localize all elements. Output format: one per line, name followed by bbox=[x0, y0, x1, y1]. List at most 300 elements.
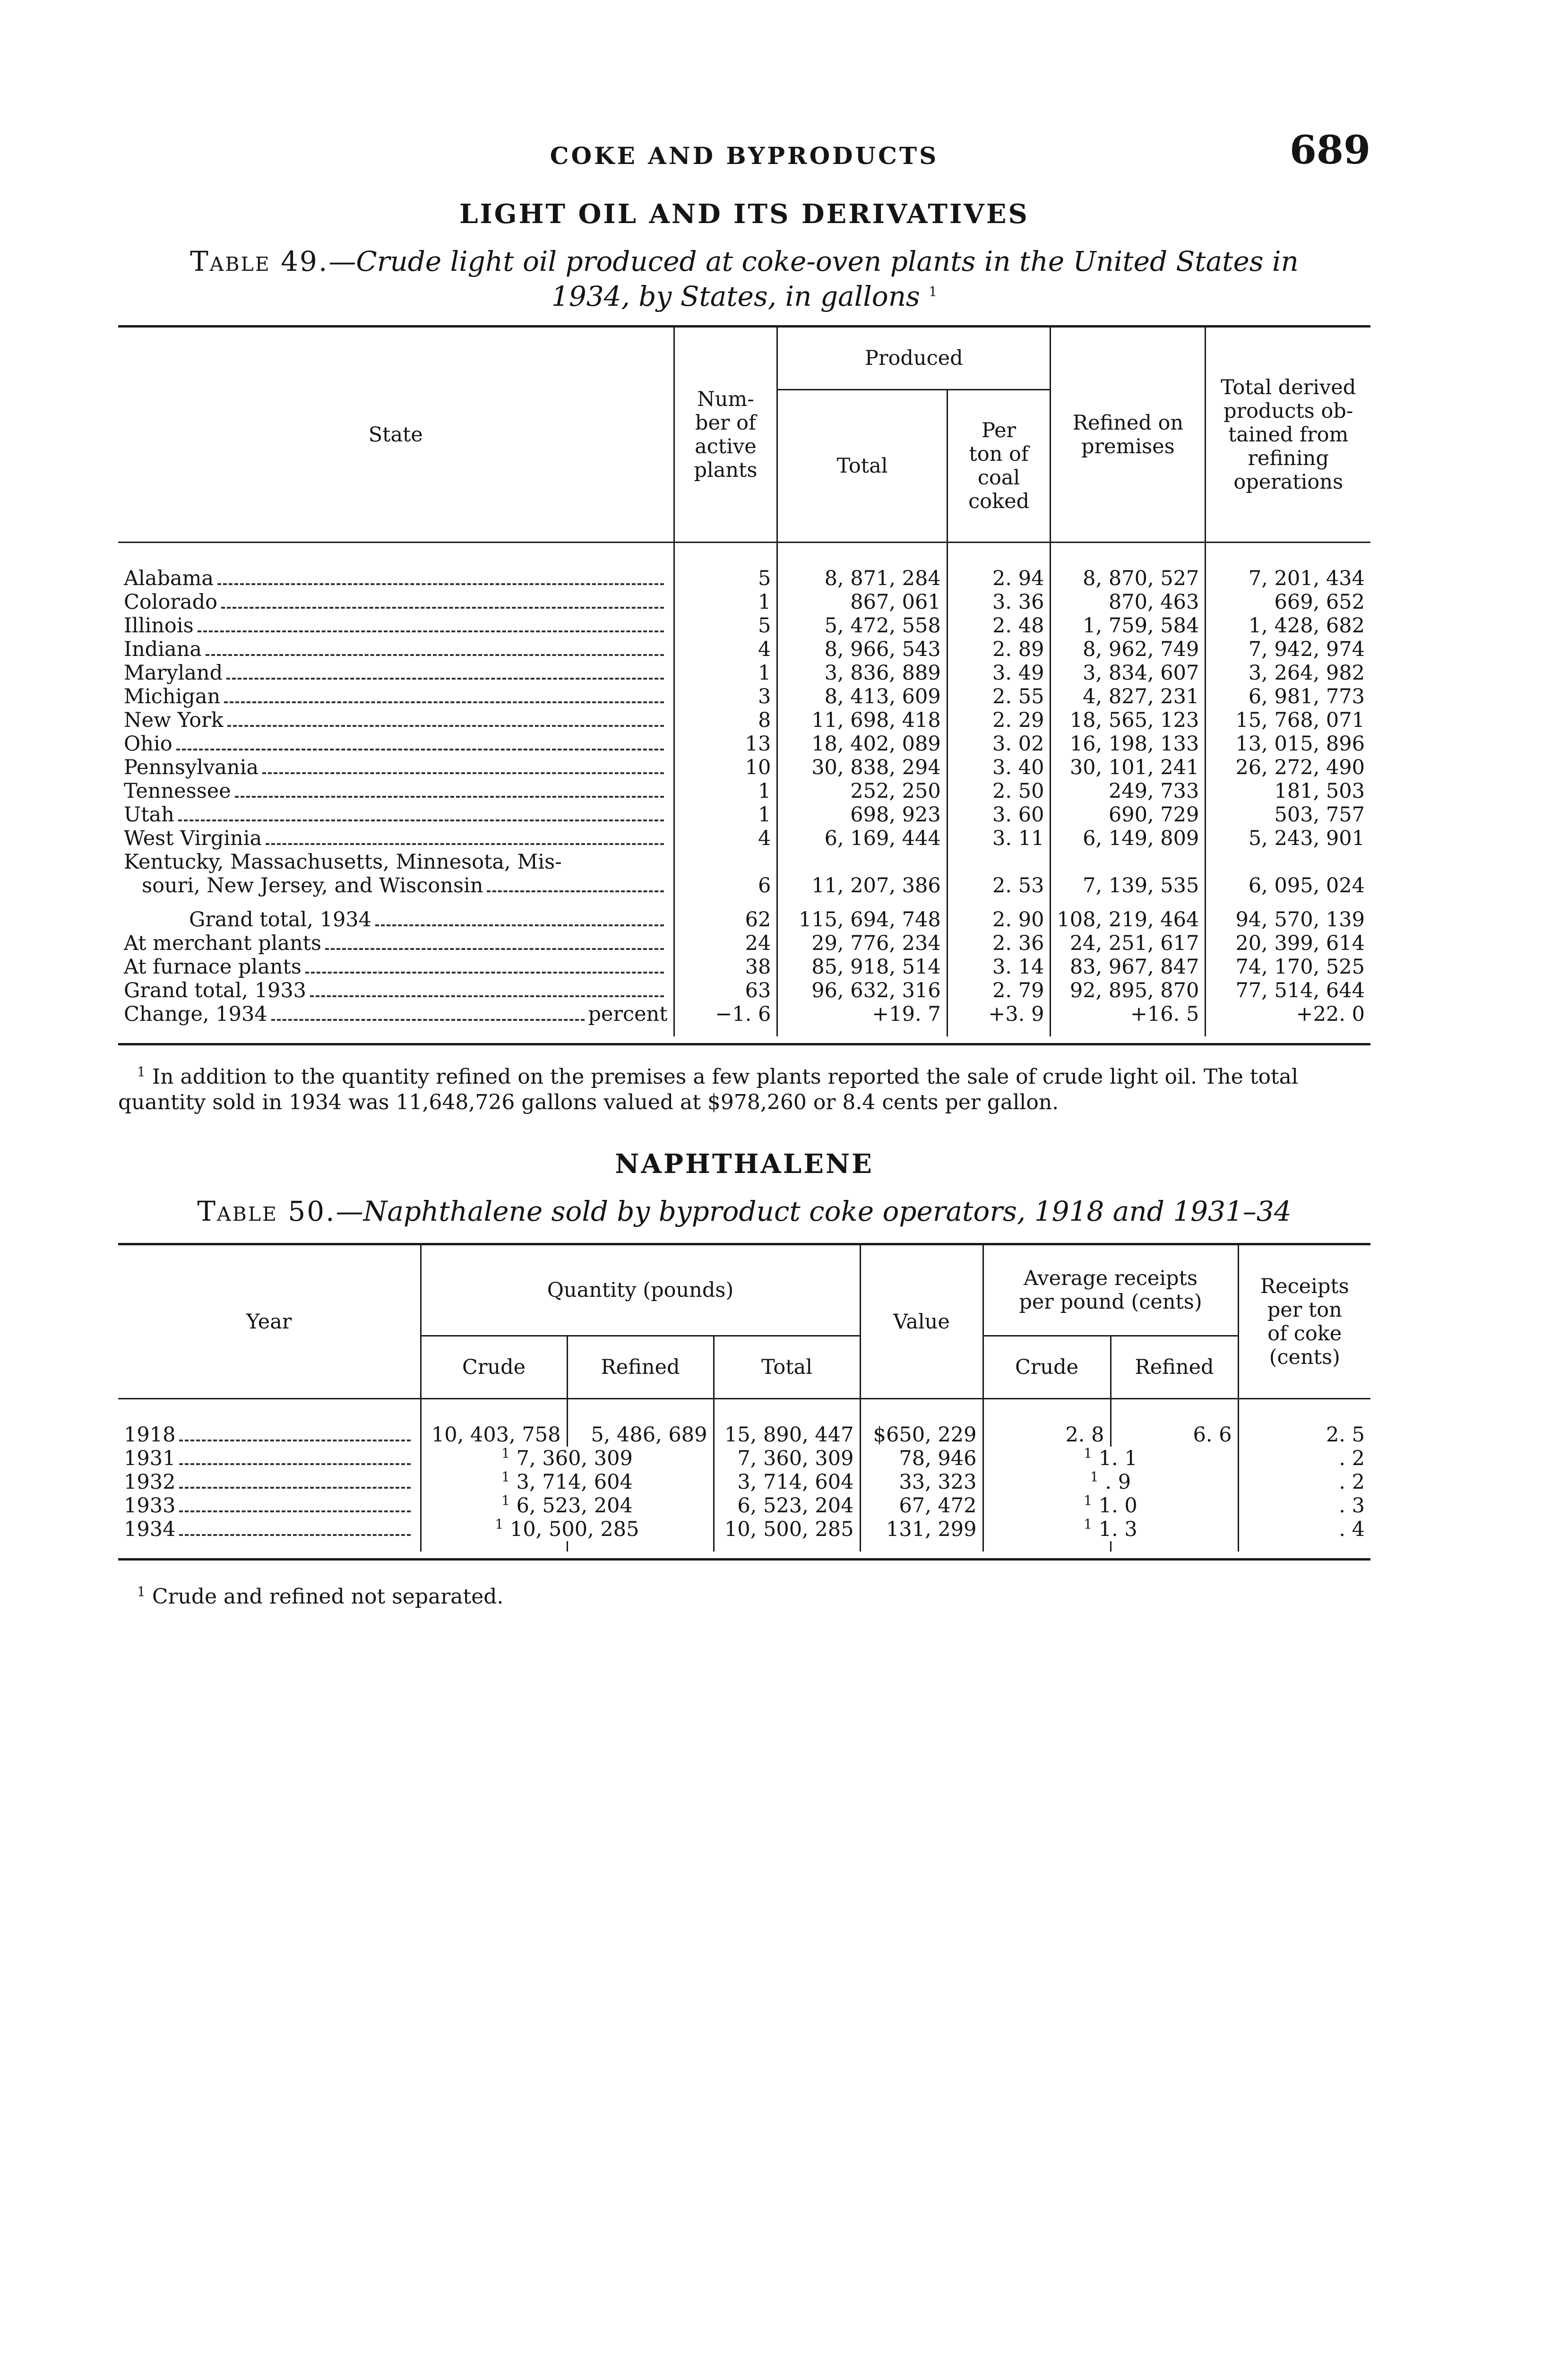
cell-per-ton: 2. 50 bbox=[947, 779, 1051, 803]
cell-refined: 249, 733 bbox=[1051, 779, 1206, 803]
col-header-year: Year bbox=[118, 1245, 421, 1399]
cell-per-ton: 2. 29 bbox=[947, 708, 1051, 732]
cell-refined: 16, 198, 133 bbox=[1051, 732, 1206, 756]
footnote-ref: 1 bbox=[501, 1469, 510, 1485]
col-header-value: Value bbox=[860, 1245, 983, 1399]
cell-plants: 1 bbox=[674, 803, 777, 827]
table-row-year bbox=[118, 1423, 1370, 1447]
running-title: COKE AND BYPRODUCTS bbox=[550, 142, 939, 170]
cell-receipts-ton: . 2 bbox=[1238, 1470, 1370, 1494]
leader-dots bbox=[217, 583, 664, 585]
footnote-ref: 1 bbox=[1090, 1469, 1099, 1485]
row-label-text: Grand total, 1934 bbox=[189, 908, 372, 931]
cell-state bbox=[118, 732, 674, 756]
leader-dots bbox=[198, 630, 664, 632]
gap-cell bbox=[1051, 1026, 1206, 1036]
col-header-avg-receipts: Average receipts per pound (cents) bbox=[983, 1245, 1238, 1336]
row-label-leader bbox=[124, 931, 668, 955]
cell-state bbox=[118, 661, 674, 685]
leader-dots bbox=[310, 995, 664, 997]
cell-state bbox=[118, 955, 674, 979]
table-row-state bbox=[118, 756, 1370, 779]
cell-per-ton: 2. 89 bbox=[947, 638, 1051, 661]
running-head bbox=[118, 123, 1370, 184]
cell-total: 8, 966, 543 bbox=[777, 638, 947, 661]
gap-cell bbox=[1206, 897, 1370, 908]
gap-cell bbox=[777, 897, 947, 908]
cell-per-ton: 2. 79 bbox=[947, 979, 1051, 1002]
cell-total: 30, 838, 294 bbox=[777, 756, 947, 779]
table-50-body bbox=[118, 1399, 1370, 1552]
table-row-state-multi-line1 bbox=[118, 850, 1370, 874]
cell-total: 8, 413, 609 bbox=[777, 685, 947, 708]
section-heading-light-oil: LIGHT OIL AND ITS DERIVATIVES bbox=[459, 198, 1029, 230]
cell-quantity-merged bbox=[421, 1494, 714, 1518]
cell-year bbox=[118, 1423, 421, 1447]
cell-derived: 181, 503 bbox=[1206, 779, 1370, 803]
table-row-state bbox=[118, 708, 1370, 732]
table-row-year bbox=[118, 1447, 1370, 1470]
cell-year bbox=[118, 1447, 421, 1470]
cell-state bbox=[118, 567, 674, 590]
table-50 bbox=[118, 1245, 1370, 1552]
cell-total: 5, 472, 558 bbox=[777, 614, 947, 638]
row-label-leader bbox=[124, 1470, 414, 1494]
avg-value: 1. 0 bbox=[1098, 1494, 1137, 1518]
cell-quantity-merged bbox=[421, 1470, 714, 1494]
col-header-total: Total bbox=[777, 390, 947, 543]
cell-per-ton: 2. 90 bbox=[947, 908, 1051, 931]
gap-cell bbox=[1238, 1541, 1370, 1552]
section-heading-naphthalene: NAPHTHALENE bbox=[615, 1148, 874, 1180]
avg-value: . 9 bbox=[1105, 1470, 1131, 1494]
cell-receipts-ton: . 4 bbox=[1238, 1518, 1370, 1541]
row-label-text: Utah bbox=[124, 803, 174, 827]
row-label-leader bbox=[124, 708, 668, 732]
table-50-label: Table 50. bbox=[197, 1195, 336, 1227]
cell-refined: 1, 759, 584 bbox=[1051, 614, 1206, 638]
row-label-leader bbox=[124, 979, 668, 1002]
cell-total: 7, 360, 309 bbox=[714, 1447, 860, 1470]
table-row-state bbox=[118, 803, 1370, 827]
table-row-state bbox=[118, 614, 1370, 638]
cell-derived: 13, 015, 896 bbox=[1206, 732, 1370, 756]
table-row-summary bbox=[118, 931, 1370, 955]
cell-total: 8, 871, 284 bbox=[777, 567, 947, 590]
col-header-produced: Produced bbox=[777, 328, 1051, 390]
cell-plants: 3 bbox=[674, 685, 777, 708]
table-row-year bbox=[118, 1494, 1370, 1518]
cell-per-ton: 3. 11 bbox=[947, 827, 1051, 850]
cell-per-ton: 3. 36 bbox=[947, 590, 1051, 614]
footnote-ref: 1 bbox=[495, 1516, 504, 1532]
table-row-summary bbox=[118, 908, 1370, 931]
cell-plants: 24 bbox=[674, 931, 777, 955]
cell-refined: 4, 827, 231 bbox=[1051, 685, 1206, 708]
cell-total: 698, 923 bbox=[777, 803, 947, 827]
footnote-ref: 1 bbox=[1084, 1516, 1093, 1532]
row-label-leader bbox=[142, 874, 668, 897]
cell-plants: −1. 6 bbox=[674, 1002, 777, 1026]
cell-derived: 77, 514, 644 bbox=[1206, 979, 1370, 1002]
cell-derived: 74, 170, 525 bbox=[1206, 955, 1370, 979]
row-label-leader bbox=[124, 1002, 668, 1026]
gap-cell bbox=[947, 1026, 1051, 1036]
row-label-leader bbox=[124, 1518, 414, 1541]
cell-plants: 63 bbox=[674, 979, 777, 1002]
col-header-receipts-per-ton: Receipts per ton of coke (cents) bbox=[1238, 1245, 1370, 1399]
cell-plants: 5 bbox=[674, 567, 777, 590]
row-label-text: At furnace plants bbox=[124, 955, 302, 979]
leader-dots bbox=[262, 772, 664, 774]
row-label-text: 1933 bbox=[124, 1494, 176, 1518]
cell-total: 11, 207, 386 bbox=[777, 874, 947, 897]
cell-empty bbox=[947, 850, 1051, 874]
quantity-value: 10, 500, 285 bbox=[509, 1518, 639, 1541]
cell-total: 115, 694, 748 bbox=[777, 908, 947, 931]
cell-refined: 92, 895, 870 bbox=[1051, 979, 1206, 1002]
cell-per-ton: 2. 94 bbox=[947, 567, 1051, 590]
gap-cell bbox=[118, 1541, 421, 1552]
table-49-footnote bbox=[118, 1064, 1370, 1115]
cell-derived: 503, 757 bbox=[1206, 803, 1370, 827]
row-label-leader bbox=[124, 567, 668, 590]
cell-value: 33, 323 bbox=[860, 1470, 983, 1494]
cell-empty bbox=[1051, 850, 1206, 874]
cell-refined: 690, 729 bbox=[1051, 803, 1206, 827]
cell-derived: 20, 399, 614 bbox=[1206, 931, 1370, 955]
row-label-text: Illinois bbox=[124, 614, 194, 638]
cell-total: 3, 836, 889 bbox=[777, 661, 947, 685]
cell-refined: 24, 251, 617 bbox=[1051, 931, 1206, 955]
table-49-bottom-rule bbox=[118, 1043, 1370, 1045]
row-label-text: Ohio bbox=[124, 732, 172, 756]
cell-crude: 10, 403, 758 bbox=[421, 1423, 567, 1447]
row-label-text: Grand total, 1933 bbox=[124, 979, 307, 1002]
row-gap-end bbox=[118, 1026, 1370, 1036]
table-row-year bbox=[118, 1518, 1370, 1541]
cell-value: $650, 229 bbox=[860, 1423, 983, 1447]
cell-state bbox=[118, 931, 674, 955]
footnote-text: Crude and refined not separated. bbox=[152, 1585, 504, 1609]
cell-derived: 1, 428, 682 bbox=[1206, 614, 1370, 638]
quantity-value: 7, 360, 309 bbox=[516, 1447, 633, 1470]
leader-dots bbox=[235, 796, 664, 798]
row-label-text: West Virginia bbox=[124, 827, 262, 850]
row-label-text: Pennsylvania bbox=[124, 756, 258, 779]
row-label-text: 1934 bbox=[124, 1518, 176, 1541]
cell-state bbox=[118, 756, 674, 779]
cell-derived: 26, 272, 490 bbox=[1206, 756, 1370, 779]
col-header-plants: Num- ber of active plants bbox=[674, 328, 777, 543]
gap-cell bbox=[118, 897, 674, 908]
gap-cell bbox=[983, 1541, 1111, 1552]
gap-cell bbox=[1111, 1541, 1238, 1552]
col-header-derived: Total derived products ob- tained from refining operations bbox=[1206, 328, 1370, 543]
page bbox=[118, 123, 1370, 1610]
row-label-leader bbox=[124, 1494, 414, 1518]
cell-refined: 8, 962, 749 bbox=[1051, 638, 1206, 661]
gap-cell bbox=[714, 1541, 860, 1552]
cell-derived: 6, 981, 773 bbox=[1206, 685, 1370, 708]
cell-state bbox=[118, 827, 674, 850]
table-50-bottom-rule bbox=[118, 1558, 1370, 1561]
footnote-ref: 1 bbox=[501, 1492, 510, 1509]
table-50-title: —Naphthalene sold by byproduct coke operators, 1918 and 1931–34 bbox=[336, 1195, 1292, 1227]
footnote-text: In addition to the quantity refined on the premises a few plants reported the sale of crude light oil. The total quantity sold in 1934 was 11,648,726 gallons valued at $978,260 or 8.4 cents per gallon. bbox=[118, 1065, 1298, 1114]
table-50-caption bbox=[118, 1194, 1370, 1229]
cell-state bbox=[118, 803, 674, 827]
row-label-leader bbox=[124, 590, 668, 614]
leader-dots bbox=[226, 678, 663, 680]
row-label-leader bbox=[124, 614, 668, 638]
row-label-text: souri, New Jersey, and Wisconsin bbox=[142, 874, 483, 897]
leader-dots bbox=[176, 749, 664, 750]
leader-dots bbox=[325, 948, 664, 950]
cell-total: 3, 714, 604 bbox=[714, 1470, 860, 1494]
col-header-refined: Refined on premises bbox=[1051, 328, 1206, 543]
cell-per-ton: 2. 55 bbox=[947, 685, 1051, 708]
table-49-caption bbox=[118, 244, 1370, 314]
cell-total: 96, 632, 316 bbox=[777, 979, 947, 1002]
table-row-state bbox=[118, 685, 1370, 708]
table-row-state bbox=[118, 567, 1370, 590]
table-row-state bbox=[118, 590, 1370, 614]
cell-value: 67, 472 bbox=[860, 1494, 983, 1518]
cell-total: 18, 402, 089 bbox=[777, 732, 947, 756]
table-row-summary bbox=[118, 979, 1370, 1002]
cell-refined: 7, 139, 535 bbox=[1051, 874, 1206, 897]
row-label-text: Change, 1934 bbox=[124, 1002, 267, 1026]
table-49-footnote-ref: 1 bbox=[929, 284, 938, 300]
cell-refined: +16. 5 bbox=[1051, 1002, 1206, 1026]
cell-quantity-merged bbox=[421, 1447, 714, 1470]
cell-per-ton: 2. 36 bbox=[947, 931, 1051, 955]
row-label-suffix: percent bbox=[588, 1002, 668, 1026]
row-label-leader bbox=[124, 638, 668, 661]
cell-empty bbox=[777, 850, 947, 874]
cell-refined: 30, 101, 241 bbox=[1051, 756, 1206, 779]
row-label-text: At merchant plants bbox=[124, 931, 322, 955]
leader-dots bbox=[271, 1019, 585, 1021]
footnote-mark: 1 bbox=[137, 1064, 146, 1080]
cell-year bbox=[118, 1494, 421, 1518]
row-label-text: Michigan bbox=[124, 685, 221, 708]
cell-state bbox=[118, 685, 674, 708]
col-header-state: State bbox=[118, 328, 674, 543]
cell-derived: 94, 570, 139 bbox=[1206, 908, 1370, 931]
cell-derived: 3, 264, 982 bbox=[1206, 661, 1370, 685]
table-row-state-multi-line2 bbox=[118, 874, 1370, 897]
leader-dots bbox=[179, 1487, 410, 1489]
footnote-ref: 1 bbox=[1084, 1492, 1093, 1509]
col-header-refined-qty: Refined bbox=[567, 1336, 714, 1399]
row-label-leader bbox=[124, 756, 668, 779]
cell-state bbox=[118, 779, 674, 803]
leader-dots bbox=[224, 701, 663, 703]
row-label-text: 1931 bbox=[124, 1447, 176, 1470]
cell-refined: 8, 870, 527 bbox=[1051, 567, 1206, 590]
row-label-leader bbox=[124, 955, 668, 979]
cell-plants: 38 bbox=[674, 955, 777, 979]
quantity-value: 6, 523, 204 bbox=[516, 1494, 633, 1518]
table-49-title-line2: 1934, by States, in gallons bbox=[551, 280, 920, 312]
cell-plants: 1 bbox=[674, 590, 777, 614]
cell-empty bbox=[674, 850, 777, 874]
col-header-per-ton: Per ton of coal coked bbox=[947, 390, 1051, 543]
row-label-leader bbox=[124, 732, 668, 756]
cell-per-ton: 3. 40 bbox=[947, 756, 1051, 779]
table-row-year bbox=[118, 1470, 1370, 1494]
col-header-total-qty: Total bbox=[714, 1336, 860, 1399]
leader-dots bbox=[487, 890, 663, 892]
cell-state bbox=[118, 1002, 674, 1026]
cell-state bbox=[118, 979, 674, 1002]
row-label-leader bbox=[124, 1423, 414, 1447]
row-label-text: Colorado bbox=[124, 590, 218, 614]
cell-plants: 10 bbox=[674, 756, 777, 779]
gap-cell bbox=[421, 1541, 567, 1552]
row-label-leader bbox=[189, 908, 668, 931]
cell-quantity-merged bbox=[421, 1518, 714, 1541]
cell-value: 78, 946 bbox=[860, 1447, 983, 1470]
cell-plants: 1 bbox=[674, 779, 777, 803]
table-50-footnote bbox=[118, 1584, 1370, 1610]
cell-state-line2 bbox=[118, 874, 674, 897]
table-row-state bbox=[118, 779, 1370, 803]
gap-cell bbox=[777, 1026, 947, 1036]
leader-dots bbox=[179, 1534, 410, 1536]
leader-dots bbox=[266, 843, 663, 845]
gap-cell bbox=[947, 897, 1051, 908]
cell-avg-crude: 2. 8 bbox=[983, 1423, 1111, 1447]
leader-dots bbox=[179, 1463, 410, 1465]
col-header-quantity: Quantity (pounds) bbox=[421, 1245, 860, 1336]
cell-plants: 62 bbox=[674, 908, 777, 931]
cell-avg-merged bbox=[983, 1494, 1238, 1518]
cell-plants: 4 bbox=[674, 827, 777, 850]
col-header-avg-refined: Refined bbox=[1111, 1336, 1238, 1399]
cell-year bbox=[118, 1518, 421, 1541]
table-row-state bbox=[118, 638, 1370, 661]
cell-avg-merged bbox=[983, 1518, 1238, 1541]
cell-derived: +22. 0 bbox=[1206, 1002, 1370, 1026]
cell-derived: 15, 768, 071 bbox=[1206, 708, 1370, 732]
table-49-title-line1: —Crude light oil produced at coke-oven plants in the United States in bbox=[328, 245, 1299, 277]
cell-avg-refined: 6. 6 bbox=[1111, 1423, 1238, 1447]
cell-per-ton: 3. 14 bbox=[947, 955, 1051, 979]
cell-empty bbox=[1206, 850, 1370, 874]
cell-total: 11, 698, 418 bbox=[777, 708, 947, 732]
table-49-label: Table 49. bbox=[190, 245, 329, 277]
cell-refined: 5, 486, 689 bbox=[567, 1423, 714, 1447]
cell-total: +19. 7 bbox=[777, 1002, 947, 1026]
cell-avg-merged bbox=[983, 1470, 1238, 1494]
cell-state-line1: Kentucky, Massachusetts, Minnesota, Mis- bbox=[124, 850, 562, 874]
cell-plants: 6 bbox=[674, 874, 777, 897]
leader-dots bbox=[375, 924, 664, 926]
cell-per-ton: 3. 49 bbox=[947, 661, 1051, 685]
row-label-leader bbox=[124, 661, 668, 685]
cell-receipts-ton: . 3 bbox=[1238, 1494, 1370, 1518]
gap-cell bbox=[1206, 1026, 1370, 1036]
cell-plants: 8 bbox=[674, 708, 777, 732]
cell-derived: 6, 095, 024 bbox=[1206, 874, 1370, 897]
table-row-state bbox=[118, 732, 1370, 756]
cell-plants: 5 bbox=[674, 614, 777, 638]
row-label-leader bbox=[124, 803, 668, 827]
cell-total: 15, 890, 447 bbox=[714, 1423, 860, 1447]
cell-year bbox=[118, 1470, 421, 1494]
row-label-text: Maryland bbox=[124, 661, 223, 685]
cell-receipts-ton: 2. 5 bbox=[1238, 1423, 1370, 1447]
col-header-crude: Crude bbox=[421, 1336, 567, 1399]
gap-cell bbox=[860, 1541, 983, 1552]
cell-derived: 5, 243, 901 bbox=[1206, 827, 1370, 850]
cell-state bbox=[118, 908, 674, 931]
page-number: 689 bbox=[1289, 128, 1370, 173]
gap-cell bbox=[674, 1026, 777, 1036]
leader-dots bbox=[179, 1510, 410, 1512]
row-label-text: Indiana bbox=[124, 638, 202, 661]
row-label-text: Tennessee bbox=[124, 779, 231, 803]
table-row-summary bbox=[118, 955, 1370, 979]
cell-derived: 7, 201, 434 bbox=[1206, 567, 1370, 590]
row-gap-end bbox=[118, 1541, 1370, 1552]
gap-cell bbox=[1051, 897, 1206, 908]
col-header-avg-crude: Crude bbox=[983, 1336, 1111, 1399]
cell-per-ton: 2. 53 bbox=[947, 874, 1051, 897]
row-label-text: Alabama bbox=[124, 567, 214, 590]
cell-state bbox=[118, 638, 674, 661]
cell-per-ton: 3. 02 bbox=[947, 732, 1051, 756]
cell-total: 10, 500, 285 bbox=[714, 1518, 860, 1541]
cell-total: 252, 250 bbox=[777, 779, 947, 803]
cell-refined: 870, 463 bbox=[1051, 590, 1206, 614]
cell-total: 85, 918, 514 bbox=[777, 955, 947, 979]
gap-cell bbox=[567, 1541, 714, 1552]
gap-cell bbox=[674, 897, 777, 908]
gap-cell bbox=[118, 1026, 674, 1036]
footnote-ref: 1 bbox=[1084, 1445, 1093, 1461]
cell-refined: 108, 219, 464 bbox=[1051, 908, 1206, 931]
footnote-mark: 1 bbox=[137, 1584, 146, 1600]
avg-value: 1. 1 bbox=[1098, 1447, 1137, 1470]
row-label-leader bbox=[124, 779, 668, 803]
cell-refined: 3, 834, 607 bbox=[1051, 661, 1206, 685]
row-label-leader bbox=[124, 1447, 414, 1470]
cell-total: 29, 776, 234 bbox=[777, 931, 947, 955]
cell-plants: 4 bbox=[674, 638, 777, 661]
table-row-state bbox=[118, 827, 1370, 850]
quantity-value: 3, 714, 604 bbox=[516, 1470, 633, 1494]
leader-dots bbox=[178, 819, 664, 821]
cell-state bbox=[118, 590, 674, 614]
row-label-text: New York bbox=[124, 708, 224, 732]
row-label-leader bbox=[124, 827, 668, 850]
cell-per-ton: 2. 48 bbox=[947, 614, 1051, 638]
cell-per-ton: 3. 60 bbox=[947, 803, 1051, 827]
cell-receipts-ton: . 2 bbox=[1238, 1447, 1370, 1470]
table-row-state bbox=[118, 661, 1370, 685]
footnote-ref: 1 bbox=[501, 1445, 510, 1461]
table-49-body bbox=[118, 543, 1370, 1037]
leader-dots bbox=[179, 1440, 410, 1441]
leader-dots bbox=[221, 607, 664, 609]
cell-value: 131, 299 bbox=[860, 1518, 983, 1541]
row-label-text: 1918 bbox=[124, 1423, 176, 1447]
cell-state bbox=[118, 614, 674, 638]
